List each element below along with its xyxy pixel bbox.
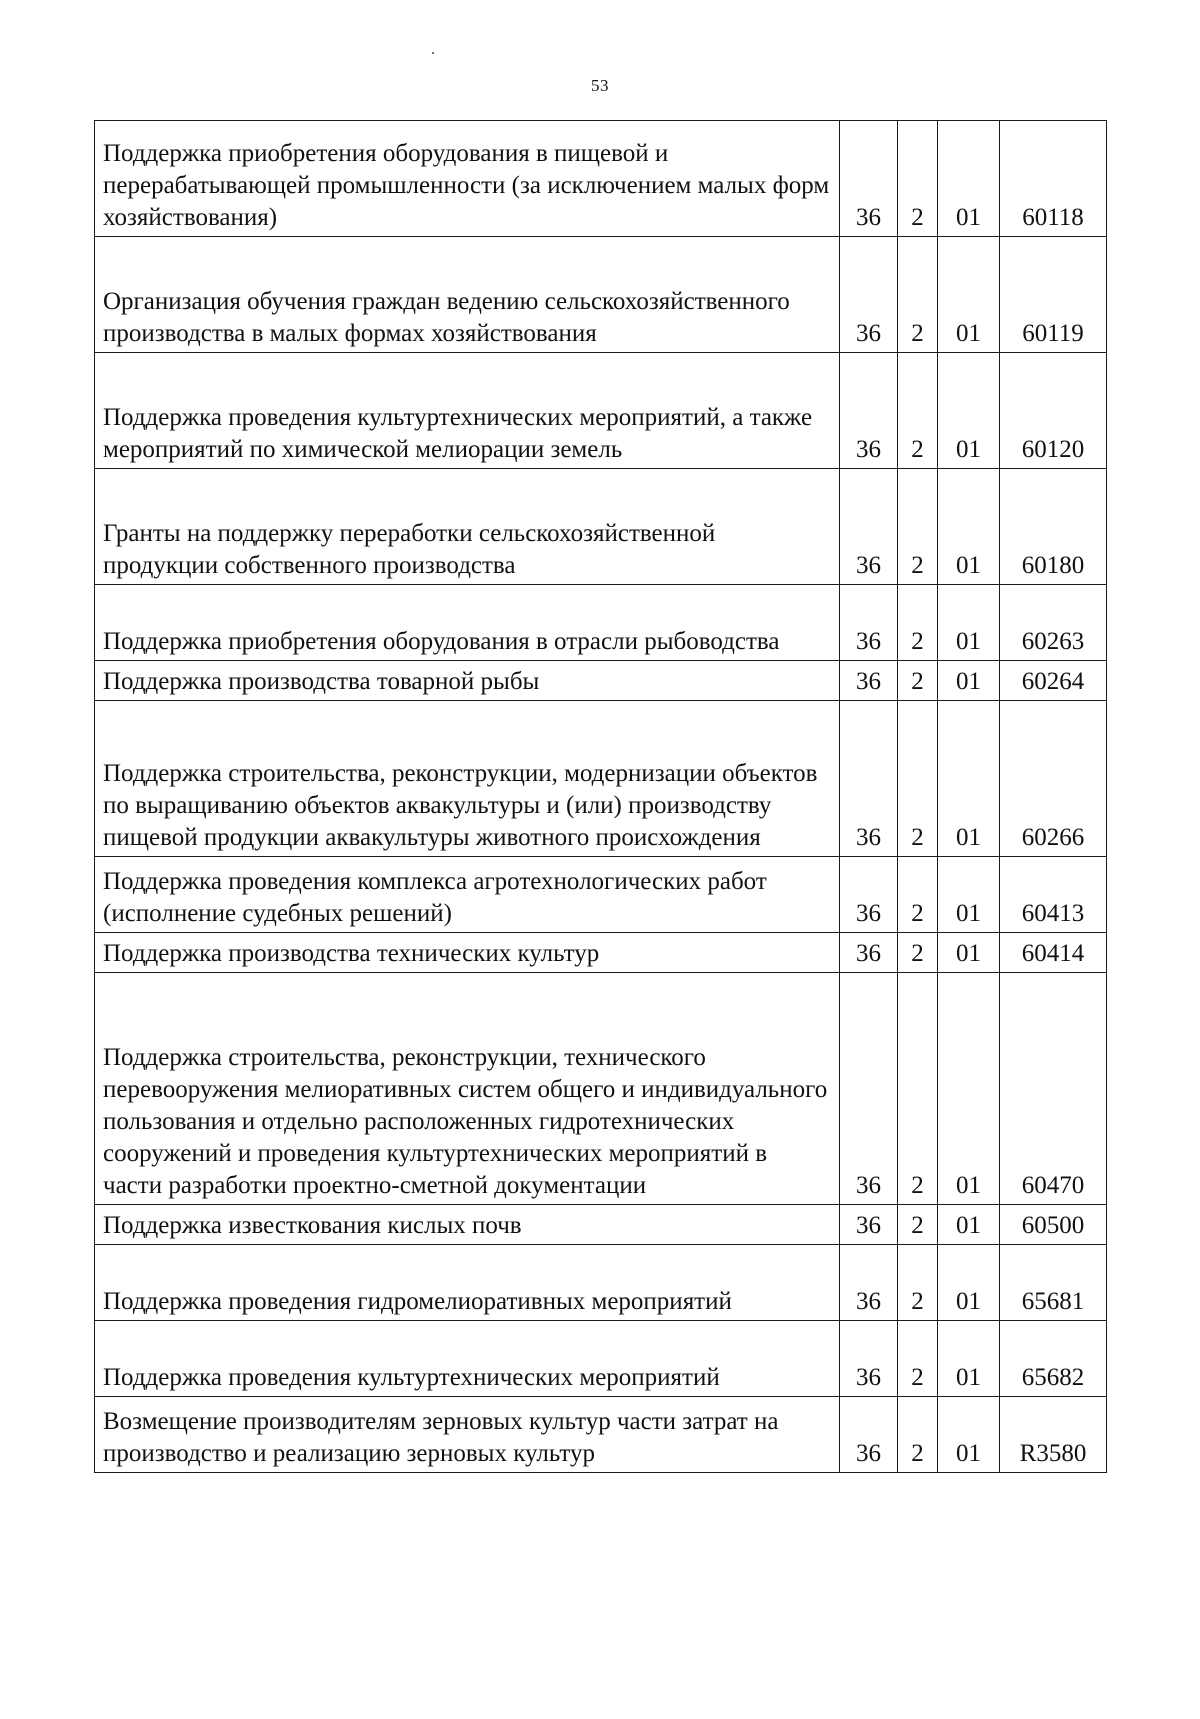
row-description: Поддержка приобретения оборудования в пищевой и перерабатывающей промышленности (за исключением малых форм хозяйствования)	[95, 121, 840, 237]
row-code-program: 36	[840, 469, 898, 585]
row-code-program: 36	[840, 121, 898, 237]
row-code-event: 01	[938, 973, 1000, 1205]
row-code-program: 36	[840, 1205, 898, 1245]
table-row	[95, 469, 1107, 585]
row-description: Гранты на поддержку переработки сельскохозяйственной продукции собственного производства	[95, 469, 840, 585]
row-description: Поддержка проведения гидромелиоративных мероприятий	[95, 1245, 840, 1321]
row-code-direction: 60500	[1000, 1205, 1107, 1245]
row-description: Поддержка строительства, реконструкции, модернизации объектов по выращиванию объектов аквакультуры и (или) производству пищевой продукции аквакультуры животного происхождения	[95, 701, 840, 857]
row-code-subprogram: 2	[898, 933, 938, 973]
row-code-direction: 60180	[1000, 469, 1107, 585]
budget-classification-table	[94, 120, 1107, 1473]
row-code-event: 01	[938, 585, 1000, 661]
row-code-event: 01	[938, 661, 1000, 701]
row-code-event: 01	[938, 1205, 1000, 1245]
row-description: Поддержка проведения культуртехнических мероприятий	[95, 1321, 840, 1397]
table-row	[95, 1397, 1107, 1473]
row-code-program: 36	[840, 661, 898, 701]
table-row	[95, 353, 1107, 469]
table-row	[95, 857, 1107, 933]
row-code-event: 01	[938, 1245, 1000, 1321]
table-row	[95, 121, 1107, 237]
table-row	[95, 973, 1107, 1205]
row-code-program: 36	[840, 1245, 898, 1321]
row-description: Возмещение производителям зерновых культур части затрат на производство и реализацию зерновых культур	[95, 1397, 840, 1473]
row-code-event: 01	[938, 1321, 1000, 1397]
row-code-subprogram: 2	[898, 701, 938, 857]
row-code-event: 01	[938, 469, 1000, 585]
table-row	[95, 1321, 1107, 1397]
page-number: 53	[591, 76, 609, 95]
row-code-event: 01	[938, 857, 1000, 933]
row-code-program: 36	[840, 1397, 898, 1473]
row-code-event: 01	[938, 933, 1000, 973]
row-code-program: 36	[840, 933, 898, 973]
row-description: Поддержка производства товарной рыбы	[95, 661, 840, 701]
row-code-direction: 60266	[1000, 701, 1107, 857]
row-code-program: 36	[840, 973, 898, 1205]
row-code-subprogram: 2	[898, 1205, 938, 1245]
row-code-program: 36	[840, 701, 898, 857]
row-code-direction: 60413	[1000, 857, 1107, 933]
row-code-direction: 60120	[1000, 353, 1107, 469]
row-code-program: 36	[840, 237, 898, 353]
row-description: Поддержка проведения культуртехнических мероприятий, а также мероприятий по химической мелиорации земель	[95, 353, 840, 469]
row-code-subprogram: 2	[898, 469, 938, 585]
row-code-direction: 60470	[1000, 973, 1107, 1205]
row-code-event: 01	[938, 121, 1000, 237]
row-code-subprogram: 2	[898, 1321, 938, 1397]
table-row	[95, 1205, 1107, 1245]
row-description: Поддержка строительства, реконструкции, технического перевооружения мелиоративных систем общего и индивидуального пользования и отдельно расположенных гидротехнических сооружений и проведения культуртехнических мероприятий в части разработки проектно-сметной документации	[95, 973, 840, 1205]
table-row	[95, 1245, 1107, 1321]
table-row	[95, 701, 1107, 857]
row-code-direction: 65682	[1000, 1321, 1107, 1397]
row-code-subprogram: 2	[898, 1245, 938, 1321]
row-code-subprogram: 2	[898, 121, 938, 237]
row-code-subprogram: 2	[898, 585, 938, 661]
row-description: Поддержка известкования кислых почв	[95, 1205, 840, 1245]
row-code-direction: 65681	[1000, 1245, 1107, 1321]
row-code-program: 36	[840, 857, 898, 933]
row-code-direction: 60414	[1000, 933, 1107, 973]
table-row	[95, 661, 1107, 701]
row-code-event: 01	[938, 353, 1000, 469]
row-code-subprogram: 2	[898, 857, 938, 933]
row-code-direction: R3580	[1000, 1397, 1107, 1473]
row-code-subprogram: 2	[898, 973, 938, 1205]
table-row	[95, 237, 1107, 353]
row-code-direction: 60119	[1000, 237, 1107, 353]
row-code-subprogram: 2	[898, 353, 938, 469]
row-code-subprogram: 2	[898, 1397, 938, 1473]
row-code-program: 36	[840, 353, 898, 469]
row-code-event: 01	[938, 237, 1000, 353]
table-row	[95, 933, 1107, 973]
row-code-direction: 60263	[1000, 585, 1107, 661]
row-code-event: 01	[938, 1397, 1000, 1473]
row-code-direction: 60264	[1000, 661, 1107, 701]
row-description: Поддержка проведения комплекса агротехнологических работ (исполнение судебных решений)	[95, 857, 840, 933]
row-code-subprogram: 2	[898, 661, 938, 701]
row-code-subprogram: 2	[898, 237, 938, 353]
row-description: Поддержка производства технических культур	[95, 933, 840, 973]
row-description: Поддержка приобретения оборудования в отрасли рыбоводства	[95, 585, 840, 661]
row-code-program: 36	[840, 585, 898, 661]
scan-speck	[432, 52, 434, 54]
row-code-event: 01	[938, 701, 1000, 857]
row-code-direction: 60118	[1000, 121, 1107, 237]
row-description: Организация обучения граждан ведению сельскохозяйственного производства в малых формах хозяйствования	[95, 237, 840, 353]
row-code-program: 36	[840, 1321, 898, 1397]
table-row	[95, 585, 1107, 661]
